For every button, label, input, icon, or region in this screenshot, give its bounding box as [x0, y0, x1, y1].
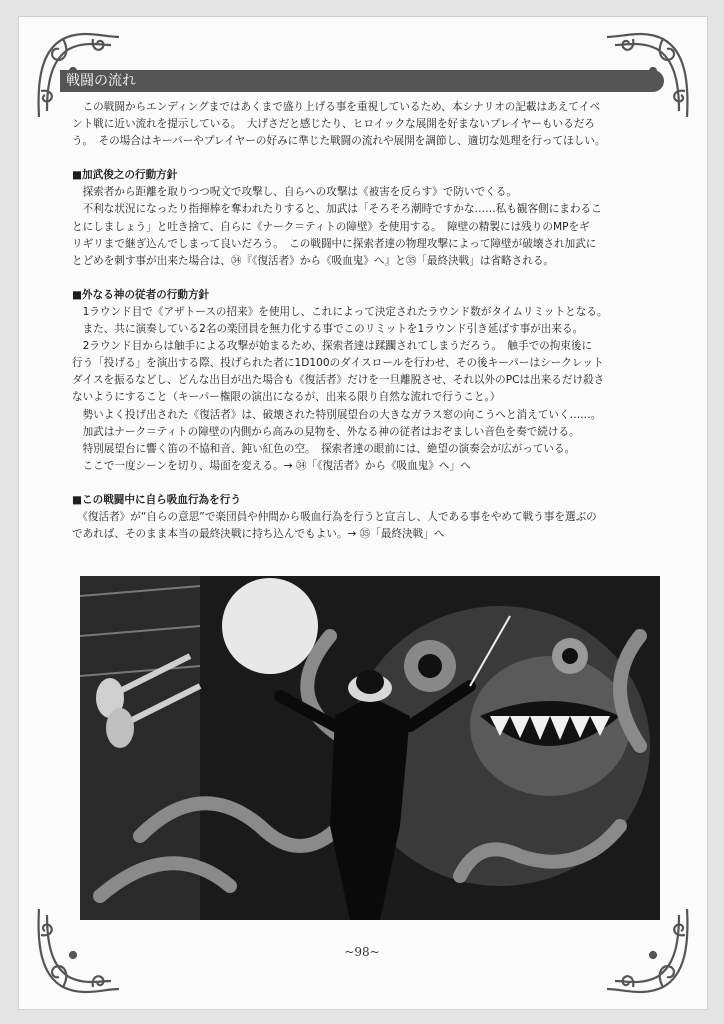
page-number: ~98~ — [344, 945, 380, 959]
section-title: 戦闘の流れ — [66, 73, 136, 89]
paragraph-line: ここで一度シーンを切り、場面を変える。→ ㉞「《復活者》から《吸血鬼》へ」へ — [72, 459, 471, 472]
block-heading-vampirism: ■この戦闘中に自ら吸血行為を行う — [72, 493, 241, 506]
body-text — [72, 99, 668, 543]
paragraph-line: とにしましょう」と吐き捨て、自らに《ナーク＝ティトの障壁》を使用する。 障壁の精製には残りのMPをギ — [72, 220, 590, 233]
block-heading-kabu: ■加武俊之の行動方針 — [72, 169, 178, 182]
paragraph-line: 行う「投げる」を演出する際、投げられた者に1D100のダイスロールを行わせ、その後キーパーはシークレット — [72, 357, 604, 370]
section-title-bar — [60, 70, 664, 92]
paragraph-line: であれば、そのまま本当の最終決戦に持ち込んでもよい。→ ㉟「最終決戦」へ — [72, 528, 445, 541]
paragraph-line: 不利な状況になったり指揮棒を奪われたりすると、加武は「そろそろ潮時ですかな……私も観客側にまわるこ — [72, 203, 602, 216]
intro-line: ント戦に近い流れを提示している。 大げさだと感じたり、ヒロイックな展開を好まないプレイヤーもいるだろ — [72, 118, 595, 131]
paragraph-line: 2ラウンド目からは触手による攻撃が始まるため、探索者達は蹂躙されてしまうだろう。 触手での拘束後に — [72, 340, 593, 353]
illustration-conductor-and-monster — [80, 576, 660, 920]
paragraph-line: 加武はナーク＝ティトの障壁の内側から高みの見物を、外なる神の従者はおぞましい音色を奏で続ける。 — [72, 425, 580, 438]
paragraph-line: ダイスを振るなどし、どんな出目が出た場合も《復活者》だけを一旦離脱させ、それ以外のPCは出来るだけ殺さ — [72, 374, 605, 387]
paragraph-line: ないようにすること（キーパー権限の演出になるが、出来る限り自然な流れで行うこと。） — [72, 391, 501, 404]
paragraph-line: 勢いよく投げ出された《復活者》は、破壊された特別展望台の大きなガラス窓の向こうへと消えていく……。 — [72, 408, 602, 421]
paragraph-line: 探索者から距離を取りつつ呪文で攻撃し、自らへの攻撃は《被害を反らす》で防いでくる。 — [72, 186, 517, 199]
paragraph-line: 1ラウンド目で《アザトースの招来》を使用し、これによって決定されたラウンド数がタイムリミットとなる。 — [72, 305, 608, 318]
intro-line: この戦闘からエンディングまではあくまで盛り上げる事を重視しているため、本シナリオの記載はあえてイベ — [72, 101, 601, 113]
paragraph-line: 《復活者》が“自らの意思”で楽団員や仲間から吸血行為を行うと宣言し、人である事をやめて戦う事を選ぶの — [72, 510, 597, 523]
paragraph-line: とどめを刺す事が出来た場合は、㉞『《復活者》から《吸血鬼》へ』と㉟「最終決戦」は省略される。 — [72, 254, 555, 267]
block-heading-servitor: ■外なる神の従者の行動方針 — [72, 288, 210, 301]
paragraph-line: また、共に演奏している2名の楽団員を無力化する事でこのリミットを1ラウンド引き延ばす事が出来る。 — [72, 323, 584, 336]
paragraph-line: 特別展望台に響く笛の不協和音、鈍い紅色の空。 探索者達の眼前には、絶望の演奏会が広がっている。 — [72, 442, 576, 455]
intro-line: う。 その場合はキーパーやプレイヤーの好みに準じた戦闘の流れや展開を調節し、適切な処理を行ってほしい。 — [72, 135, 606, 148]
paragraph-line: リギリまで継ぎ込んでしまって良いだろう。 この戦闘中に探索者達の物理攻撃によって障壁が破壊され加武に — [72, 237, 597, 250]
